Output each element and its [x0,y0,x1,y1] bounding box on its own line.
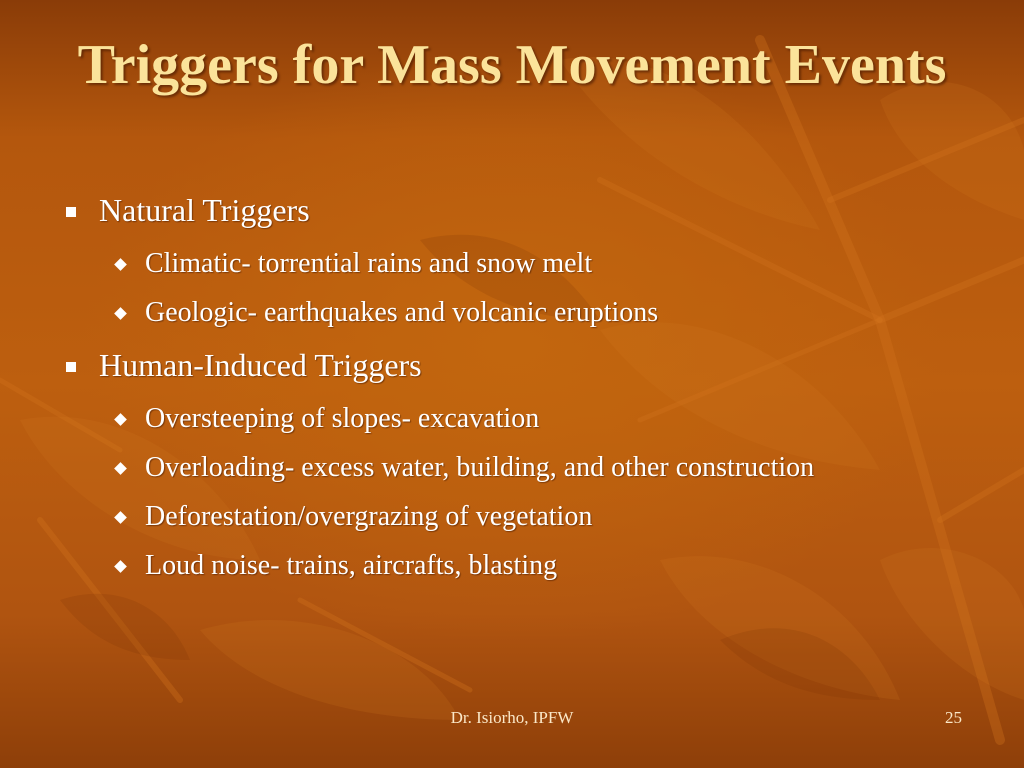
slide-number: 25 [945,708,962,727]
diamond-bullet-icon [114,307,127,320]
bullet-natural-triggers: Natural Triggers [99,192,310,228]
sub-bullet-oversteeping: Oversteeping of slopes- excavation [145,403,540,434]
sub-bullet-overloading: Overloading- excess water, building, and other construction [145,452,815,483]
diamond-bullet-icon [114,560,127,573]
sub-bullet-climatic: Climatic- torrential rains and snow melt [145,248,593,279]
footer-author: Dr. Isiorho, IPFW [450,708,574,727]
sub-bullet-deforestation: Deforestation/overgrazing of vegetation [145,501,593,532]
diamond-bullet-icon [114,462,127,475]
slide-title: Triggers for Mass Movement Events [77,34,947,96]
diamond-bullet-icon [114,258,127,271]
slide-body [0,190,1024,670]
square-bullet-icon [66,207,76,217]
bullet-human-induced-triggers: Human-Induced Triggers [99,347,422,383]
diamond-bullet-icon [114,511,127,524]
diamond-bullet-icon [114,413,127,426]
square-bullet-icon [66,362,76,372]
sub-bullet-geologic: Geologic- earthquakes and volcanic eruptions [145,297,659,328]
sub-bullet-loud-noise: Loud noise- trains, aircrafts, blasting [145,550,558,581]
